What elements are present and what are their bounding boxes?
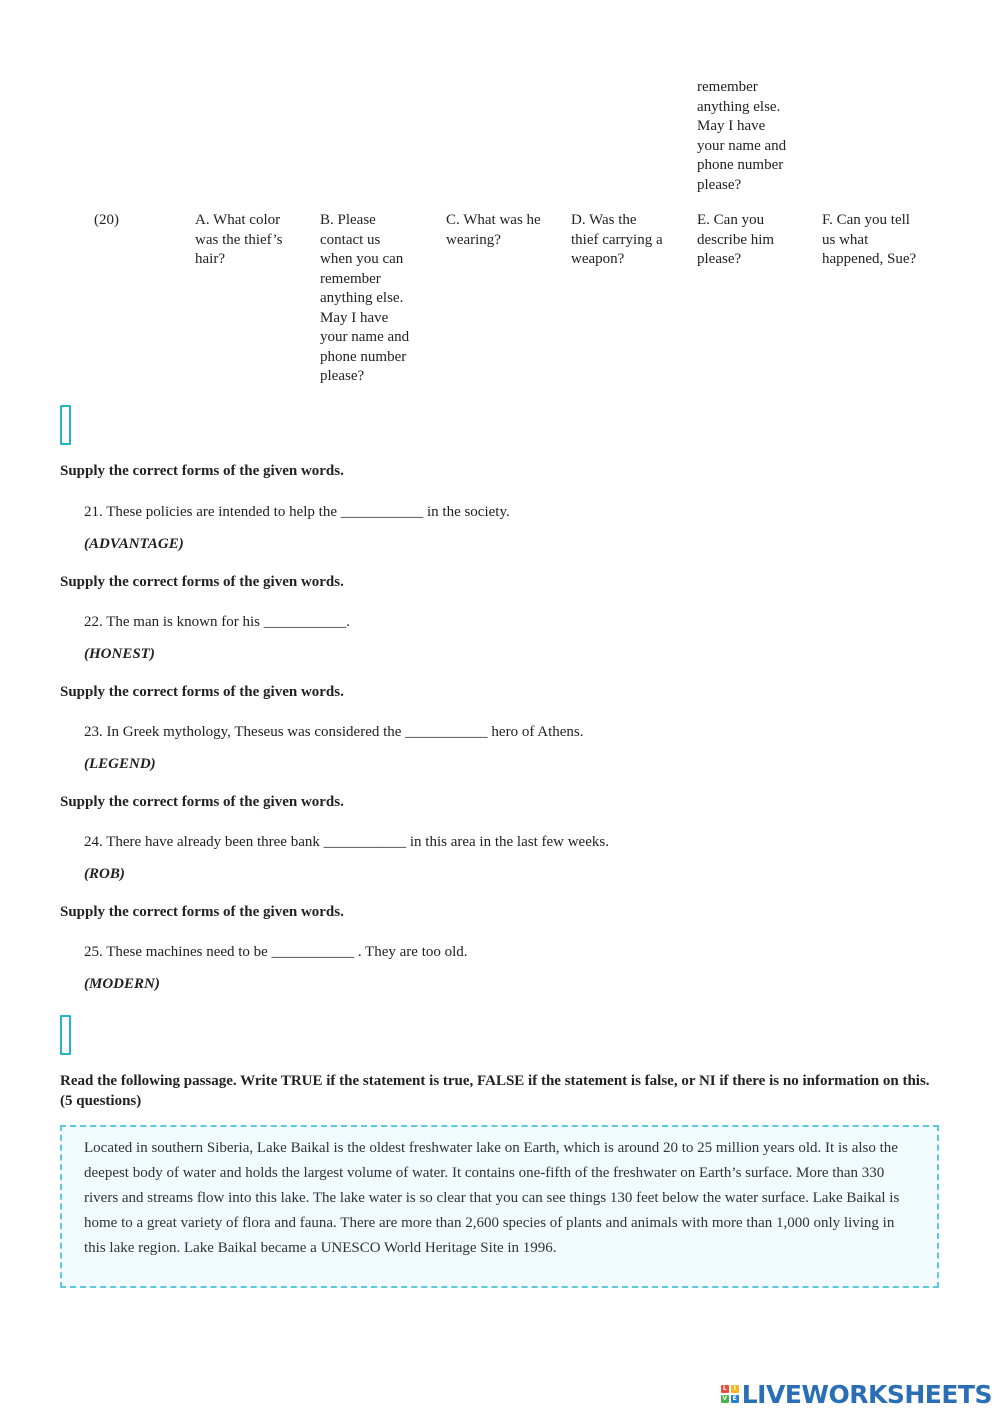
word-hint-21: (ADVANTAGE) xyxy=(84,536,184,552)
liveworksheets-logo xyxy=(721,1378,992,1410)
row-number: (20) xyxy=(94,212,119,228)
word-hint-23: (LEGEND) xyxy=(84,756,156,772)
logo-text: LIVEWORKSHEETS xyxy=(741,1379,992,1409)
instruction-q25: Supply the correct forms of the given words. xyxy=(60,904,344,920)
question-22: 22. The man is known for his ___________. xyxy=(84,614,350,630)
answer-box-q25[interactable] xyxy=(60,1015,71,1055)
word-hint-25: (MODERN) xyxy=(84,976,160,992)
option-d: D. Was the thief carrying a weapon? xyxy=(571,212,663,267)
instruction-q22: Supply the correct forms of the given words. xyxy=(60,574,344,590)
logo-grid-icon xyxy=(721,1385,739,1403)
prev-row-option-tail: remember anything else. May I have your name and phone number please? xyxy=(697,79,787,193)
option-e: E. Can you describe him please? xyxy=(697,212,775,267)
option-a: A. What color was the thief’s hair? xyxy=(195,212,283,267)
question-25: 25. These machines need to be ___________ . They are too old. xyxy=(84,944,468,960)
instruction-q24: Supply the correct forms of the given words. xyxy=(60,794,344,810)
logo-grid-i: I xyxy=(731,1385,739,1393)
reading-instruction: Read the following passage. Write TRUE if the statement is true, FALSE if the statement is false, or NI if there is no information on this. (5 questions) xyxy=(60,1073,930,1109)
instruction-q23: Supply the correct forms of the given words. xyxy=(60,684,344,700)
option-b: B. Please contact us when you can remember anything else. May I have your name and phone number please? xyxy=(320,212,410,384)
option-f: F. Can you tell us what happened, Sue? xyxy=(822,212,917,267)
instruction-q21: Supply the correct forms of the given words. xyxy=(60,463,344,479)
answer-box-q20[interactable] xyxy=(60,405,71,445)
logo-grid-l: L xyxy=(721,1385,729,1393)
question-24: 24. There have already been three bank ___________ in this area in the last few weeks. xyxy=(84,834,609,850)
question-23: 23. In Greek mythology, Theseus was considered the ___________ hero of Athens. xyxy=(84,724,584,740)
word-hint-22: (HONEST) xyxy=(84,646,155,662)
logo-grid-v: V xyxy=(722,1395,728,1402)
option-c: C. What was he wearing? xyxy=(446,212,541,248)
word-hint-24: (ROB) xyxy=(84,866,125,882)
question-21: 21. These policies are intended to help the ___________ in the society. xyxy=(84,504,510,520)
logo-grid-e: E xyxy=(732,1395,737,1402)
reading-passage: Located in southern Siberia, Lake Baikal is the oldest freshwater lake on Earth, which is around 20 to 25 million years old. It is also the deepest body of water and holds the largest volume of water. It contains one-fifth of the freshwater on Earth’s surface. More than 330 rivers and streams flow into this lake. The lake water is so clear that you can see things 130 feet below the water surface. Lake Baikal is home to a great variety of flora and fauna. There are more than 2,600 species of plants and animals with more than 1,000 only living in this lake region. Lake Baikal became a UNESCO World Heritage Site in 1996. xyxy=(60,1125,939,1288)
